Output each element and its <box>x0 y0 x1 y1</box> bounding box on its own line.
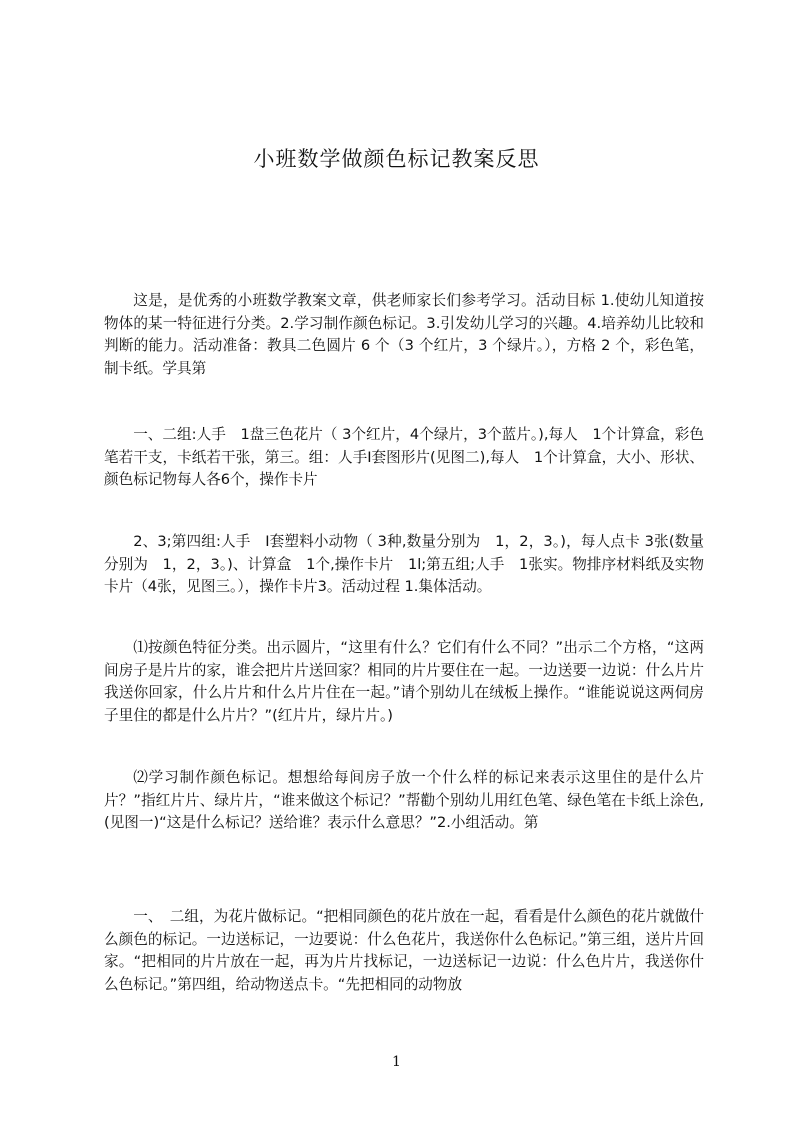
body-paragraph-6: 一、 二组，为花片做标记。“把相同颜色的花片放在一起，看看是什么颜色的花片就做什么颜色的标记。一边送标记，一边要说：什么色花片，我送你什么色标记。”第三组，送片片回家。“把相同的片片放在一起，再为片片找标记，一边送标记一边说：什么色片片，我送你什么色标记。”第四组，给动物送点卡。“先把相同的动物放 <box>104 908 704 993</box>
body-paragraph-1: 这是，是优秀的小班数学教案文章，供老师家长们参考学习。活动目标 1.使幼儿知道按物体的某一特征进行分类。2.学习制作颜色标记。3.引发幼儿学习的兴趣。4.培养幼儿比较和判断的能力。活动准备：教具二色圆片 6 个（3 个红片，3 个绿片。），方格 2 个，彩色笔，制卡纸。学具第 <box>104 292 704 377</box>
body-paragraph-4: ⑴按颜色特征分类。出示圆片，“这里有什么？它们有什么不同？”出示二个方格，“这两间房子是片片的家，谁会把片片送回家？相同的片片要住在一起。一边送要一边说：什么片片我送你回家，什么片片和什么片片住在一起。”请个别幼儿在绒板上操作。“谁能说说这两伺房子里住的都是什么片片？”(红片片，绿片片。) <box>104 639 704 724</box>
body-paragraph-2: 一、二组:人手 1盘三色花片（ 3个红片，4个绿片，3个蓝片。),每人 1个计算盒，彩色笔若干支，卡纸若干张，第三。组：人手Ⅰ套图形片(见图二),每人 1个计算盒，大小、形状、颜色标记物每人各6个，操作卡片 <box>104 426 704 488</box>
body-paragraph-3: 2、3;第四组:人手 Ⅰ套塑料小动物（ 3种,数量分别为 1，2，3。)，每人点卡 3张(数量分别为 1，2，3。)、计算盒 1个,操作卡片 1l;第五组;人手 1张实。物排序材料纸及实物卡片（4张，见图三。），操作卡片3。活动过程 1.集体活动。 <box>104 533 704 595</box>
page-number: 1 <box>392 1054 401 1070</box>
page-title: 小班数学做颜色标记教案反思 <box>253 147 540 171</box>
body-paragraph-5: ⑵学习制作颜色标记。想想给每间房子放一个什么样的标记来表示这里住的是什么片片？”指红片片、绿片片，“谁来做这个标记？”帮勸个别幼儿用红色笔、绿色笔在卡纸上涂色,(见图一)“这是什么标记？送给谁？表示什么意思？”2.小组活动。第 <box>104 769 704 831</box>
